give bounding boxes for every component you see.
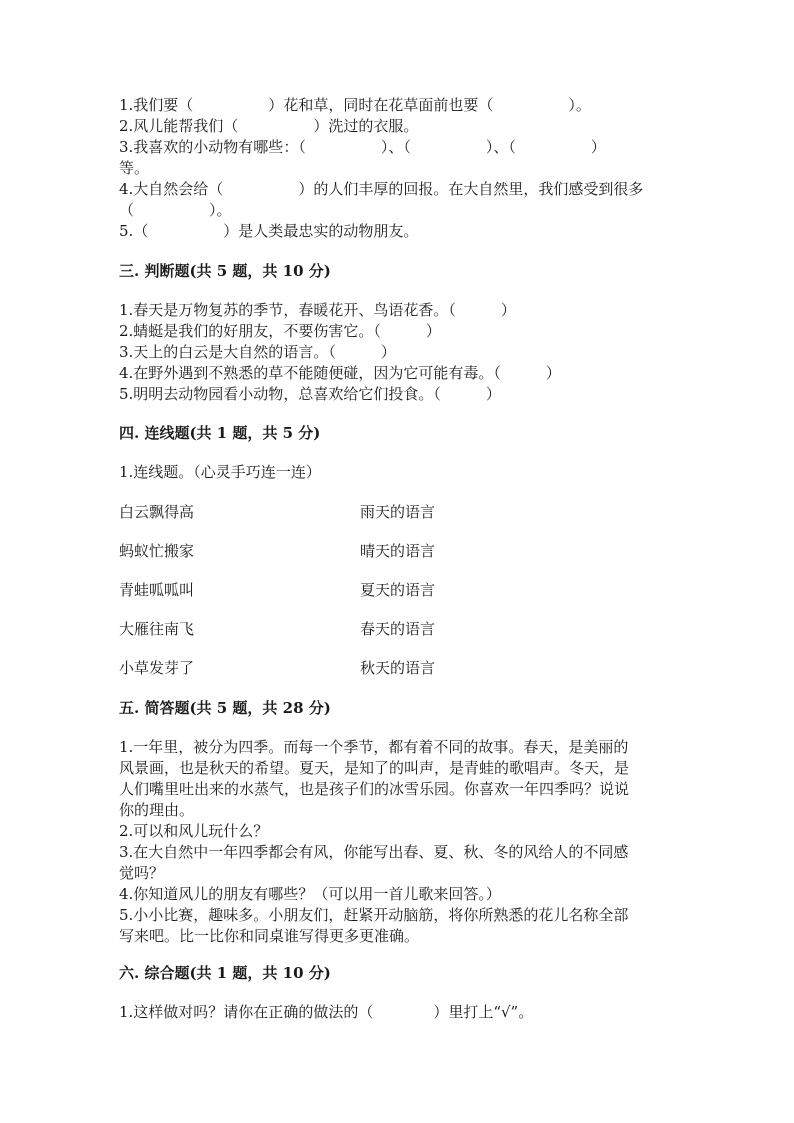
section-heading-judgement: 三. 判断题(共 5 题，共 10 分)	[119, 262, 331, 280]
fill-in-line: 2.风儿能帮我们（ ）洗过的衣服。	[119, 117, 419, 135]
judgement-item: 3.天上的白云是大自然的语言。（ ）	[119, 343, 396, 361]
fill-in-line: 4.大自然会给（ ）的人们丰厚的回报。在大自然里，我们感受到很多	[119, 180, 644, 198]
matching-left-item: 蚂蚁忙搬家	[119, 542, 195, 560]
short-answer-line: 觉吗？	[119, 864, 165, 882]
judgement-item: 2.蜻蜓是我们的好朋友，不要伤害它。（ ）	[119, 322, 441, 340]
matching-right-item: 夏天的语言	[360, 581, 436, 599]
matching-right-item: 晴天的语言	[360, 542, 436, 560]
fill-in-line: 5.（ ）是人类最忠实的动物朋友。	[119, 222, 419, 240]
short-answer-line: 你的理由。	[119, 801, 195, 819]
matching-left-item: 大雁往南飞	[119, 620, 195, 638]
short-answer-line: 3.在大自然中一年四季都会有风，你能写出春、夏、秋、冬的风给人的不同感	[119, 843, 629, 861]
judgement-questions	[119, 300, 679, 405]
section-heading-short-answer: 五. 简答题(共 5 题，共 28 分)	[119, 699, 331, 717]
judgement-item: 4.在野外遇到不熟悉的草不能随便碰，因为它可能有毒。（ ）	[119, 364, 561, 382]
short-answer-line: 风景画，也是秋天的希望。夏天，是知了的叫声，是青蛙的歌唱声。冬天，是	[119, 759, 630, 777]
matching-prompt: 1.连线题。（心灵手巧连一连）	[119, 463, 321, 481]
short-answer-line: 写来吧。比一比你和同桌谁写得更多更准确。	[119, 927, 420, 945]
judgement-item: 1.春天是万物复苏的季节，春暖花开、鸟语花香。（ ）	[119, 301, 516, 319]
fill-in-questions	[119, 95, 679, 242]
matching-right-item: 春天的语言	[360, 620, 436, 638]
matching-left-item: 小草发芽了	[119, 659, 195, 677]
short-answer-line: 5.小小比赛，趣味多。小朋友们，赶紧开动脑筋，将你所熟悉的花儿名称全部	[119, 906, 629, 924]
matching-left-item: 青蛙呱呱叫	[119, 581, 195, 599]
short-answer-questions	[119, 737, 679, 947]
short-answer-line: 2.可以和风儿玩什么？	[119, 822, 269, 840]
short-answer-line: 1.一年里，被分为四季。而每一个季节，都有着不同的故事。春天，是美丽的	[119, 738, 629, 756]
fill-in-line: 等。	[119, 159, 150, 177]
short-answer-line: 4.你知道风儿的朋友有哪些？（可以用一首儿歌来回答。）	[119, 885, 501, 903]
section-heading-comprehensive: 六. 综合题(共 1 题，共 10 分)	[119, 964, 331, 982]
fill-in-line: 3.我喜欢的小动物有哪些：（ ）、（ ）、（ ）	[119, 138, 606, 156]
fill-in-line: （ ）。	[119, 201, 232, 219]
matching-right-item: 秋天的语言	[360, 659, 436, 677]
short-answer-line: 人们嘴里吐出来的水蒸气，也是孩子们的冰雪乐园。你喜欢一年四季吗？说说	[119, 780, 630, 798]
matching-left-item: 白云飘得高	[119, 503, 195, 521]
fill-in-line: 1.我们要（ ）花和草，同时在花草面前也要（ ）。	[119, 96, 591, 114]
judgement-item: 5.明明去动物园看小动物，总喜欢给它们投食。（ ）	[119, 385, 501, 403]
matching-right-item: 雨天的语言	[360, 503, 436, 521]
comprehensive-prompt: 1.这样做对吗？请你在正确的做法的（ ）里打上“√”。	[119, 1003, 534, 1021]
section-heading-matching: 四. 连线题(共 1 题，共 5 分)	[119, 424, 321, 442]
